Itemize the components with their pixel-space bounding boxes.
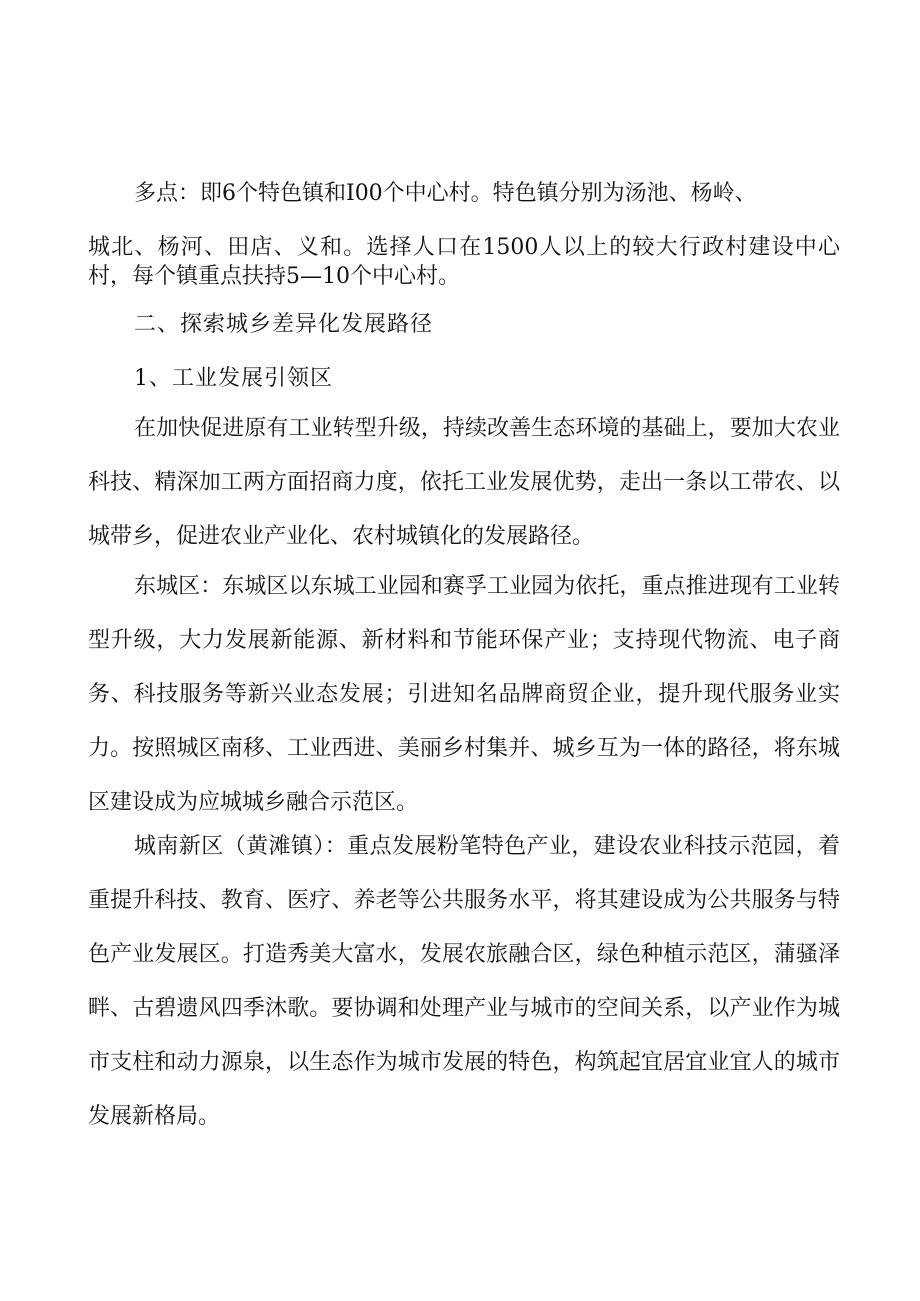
paragraph-industry: 在加快促进原有工业转型升级，持续改善生态环境的基础上，要加大农业科技、精深加工两方面招商力度，依托工业发展优势，走出一条以工带农、以城带乡，促进农业产业化、农村城镇化的发展路径。 xyxy=(88,416,840,549)
paragraph-duodian: 多点：即6个特色镇和I00个中心村。特色镇分别为汤池、杨岭、 xyxy=(134,181,757,206)
paragraph-chengbei: 城北、杨河、田店、义和。选择人口在1500人以上的较大行政村建设中心村，每个镇重点扶持5—10个中心村。 xyxy=(88,235,840,289)
paragraph-dongcheng: 东城区：东城区以东城工业园和赛孚工业园为依托，重点推进现有工业转型升级，大力发展新能源、新材料和节能环保产业；支持现代物流、电子商务、科技服务等新兴业态发展；引进知名品牌商贸企业，提升现代服务业实力。按照城区南移、工业西进、美丽乡村集并、城乡互为一体的路径，将东城区建设成为应城城乡融合示范区。 xyxy=(88,574,840,815)
paragraph-chengnan: 城南新区（黄滩镇）：重点发展粉笔特色产业，建设农业科技示范园，着重提升科技、教育、医疗、养老等公共服务水平，将其建设成为公共服务与特色产业发展区。打造秀美大富水，发展农旅融合区，绿色种植示范区，蒲骚泽畔、古碧遗风四季沐歌。要协调和处理产业与城市的空间关系，以产业作为城市支柱和动力源泉，以生态作为城市发展的特色，构筑起宜居宜业宜人的城市发展新格局。 xyxy=(88,834,840,1129)
section-heading: 二、探索城乡差异化发展路径 xyxy=(134,312,434,337)
subsection-heading: 1、工业发展引领区 xyxy=(134,366,333,391)
